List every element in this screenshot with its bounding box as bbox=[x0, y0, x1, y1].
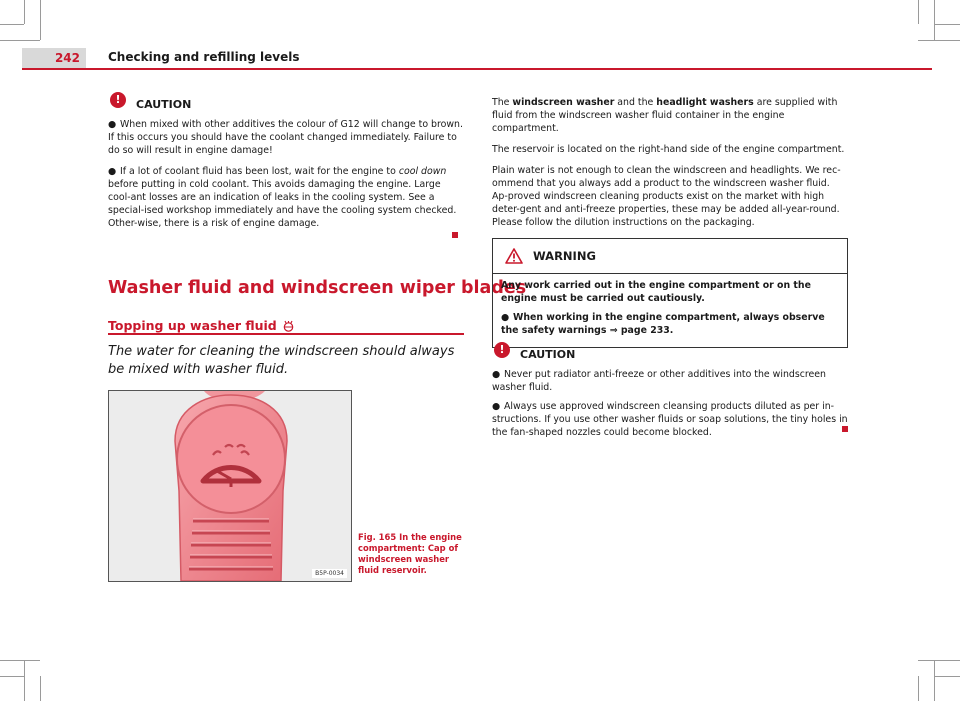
crop-mark bbox=[918, 676, 919, 701]
section-end-mark bbox=[452, 232, 458, 238]
section-end-mark bbox=[842, 426, 848, 432]
caution-bullet: ● If a lot of coolant fluid has been lost, wait for the engine to cool down before putting in cold coolant. This avoids damaging the engine. Large cool-ant losses are an indication of leaks in the cooling system. See a special-ised workshop immediately and have the cooling system checked. Other-wise, there is a risk of engine damage. bbox=[108, 166, 457, 229]
crop-mark bbox=[0, 24, 24, 25]
figure-caption: Fig. 165 In the engine compartment: Cap of windscreen washer fluid reservoir. bbox=[358, 532, 462, 575]
bullet-dot-icon: ● bbox=[492, 401, 501, 412]
page-number-box bbox=[22, 48, 86, 68]
crop-mark bbox=[0, 660, 40, 661]
crop-mark bbox=[40, 676, 41, 701]
subsection-rule bbox=[108, 333, 464, 335]
crop-mark bbox=[918, 0, 919, 24]
figure-code: B5P-0034 bbox=[312, 569, 347, 578]
warning-text: Any work carried out in the engine compartment or on the engine must be carried out cautiously. bbox=[501, 280, 811, 304]
crop-mark bbox=[40, 0, 41, 40]
right-column-text bbox=[492, 96, 848, 237]
crop-mark bbox=[24, 0, 25, 24]
caution-bullet: ● When mixed with other additives the colour of G12 will change to brown. If this occurs you should have the coolant changed immediately. Failure to do so will result in engine damage! bbox=[108, 119, 463, 156]
warning-box bbox=[492, 238, 848, 348]
paragraph: The reservoir is located on the right-hand side of the engine compartment. bbox=[492, 144, 845, 155]
caution-bullet: ● Always use approved windscreen cleansing products diluted as per in-structions. If you use other washer fluids or soap solutions, the tiny holes in the fan-shaped nozzles could become blocked. bbox=[492, 401, 848, 438]
bullet-dot-icon: ● bbox=[108, 119, 117, 130]
crop-mark bbox=[934, 24, 960, 25]
page-number: 242 bbox=[54, 51, 80, 65]
header-rule bbox=[22, 68, 932, 70]
paragraph: The windscreen washer and the headlight washers are supplied with fluid from the windscreen washer fluid container in the engine compartment. bbox=[492, 97, 838, 134]
caution-block-right bbox=[492, 343, 848, 445]
caution-icon: ! bbox=[110, 92, 126, 108]
crop-mark bbox=[934, 676, 960, 677]
section-title: Washer fluid and windscreen wiper blades bbox=[108, 278, 527, 298]
caution-block-left bbox=[108, 93, 464, 238]
bullet-dot-icon: ● bbox=[501, 312, 510, 323]
crop-mark bbox=[934, 0, 935, 40]
lead-paragraph: The water for cleaning the windscreen should always be mixed with washer fluid. bbox=[108, 344, 455, 377]
engine-compartment-icon bbox=[282, 320, 295, 332]
bullet-dot-icon: ● bbox=[108, 166, 117, 177]
caution-icon: ! bbox=[494, 342, 510, 358]
crop-mark bbox=[0, 676, 24, 677]
figure-washer-cap bbox=[108, 390, 352, 582]
crop-mark bbox=[24, 660, 25, 701]
warning-label: WARNING bbox=[533, 249, 596, 263]
paragraph: Plain water is not enough to clean the windscreen and headlights. We rec-ommend that you always add a product to the windscreen washer fluid. Ap-proved windscreen cleaning products exist on the market with high deter-gent and anti-freeze properties, these may be added all-year-round. Please follow the dilution instructions on the packaging. bbox=[492, 165, 841, 228]
crop-mark bbox=[918, 40, 960, 41]
warning-triangle-icon bbox=[505, 248, 523, 264]
warning-bullet: ● When working in the engine compartment, always observe the safety warnings ⇒ page 233. bbox=[501, 312, 825, 336]
crop-mark bbox=[934, 660, 935, 701]
caution-label: CAUTION bbox=[136, 97, 192, 111]
crop-mark bbox=[918, 660, 960, 661]
page-header-title: Checking and refilling levels bbox=[108, 50, 300, 64]
caution-label: CAUTION bbox=[520, 347, 576, 361]
bullet-dot-icon: ● bbox=[492, 369, 501, 380]
subsection-title: Topping up washer fluid bbox=[108, 318, 295, 333]
crop-mark bbox=[0, 40, 40, 41]
washer-fluid-cap-illustration bbox=[109, 391, 351, 581]
caution-bullet: ● Never put radiator anti-freeze or other additives into the windscreen washer fluid. bbox=[492, 369, 826, 393]
